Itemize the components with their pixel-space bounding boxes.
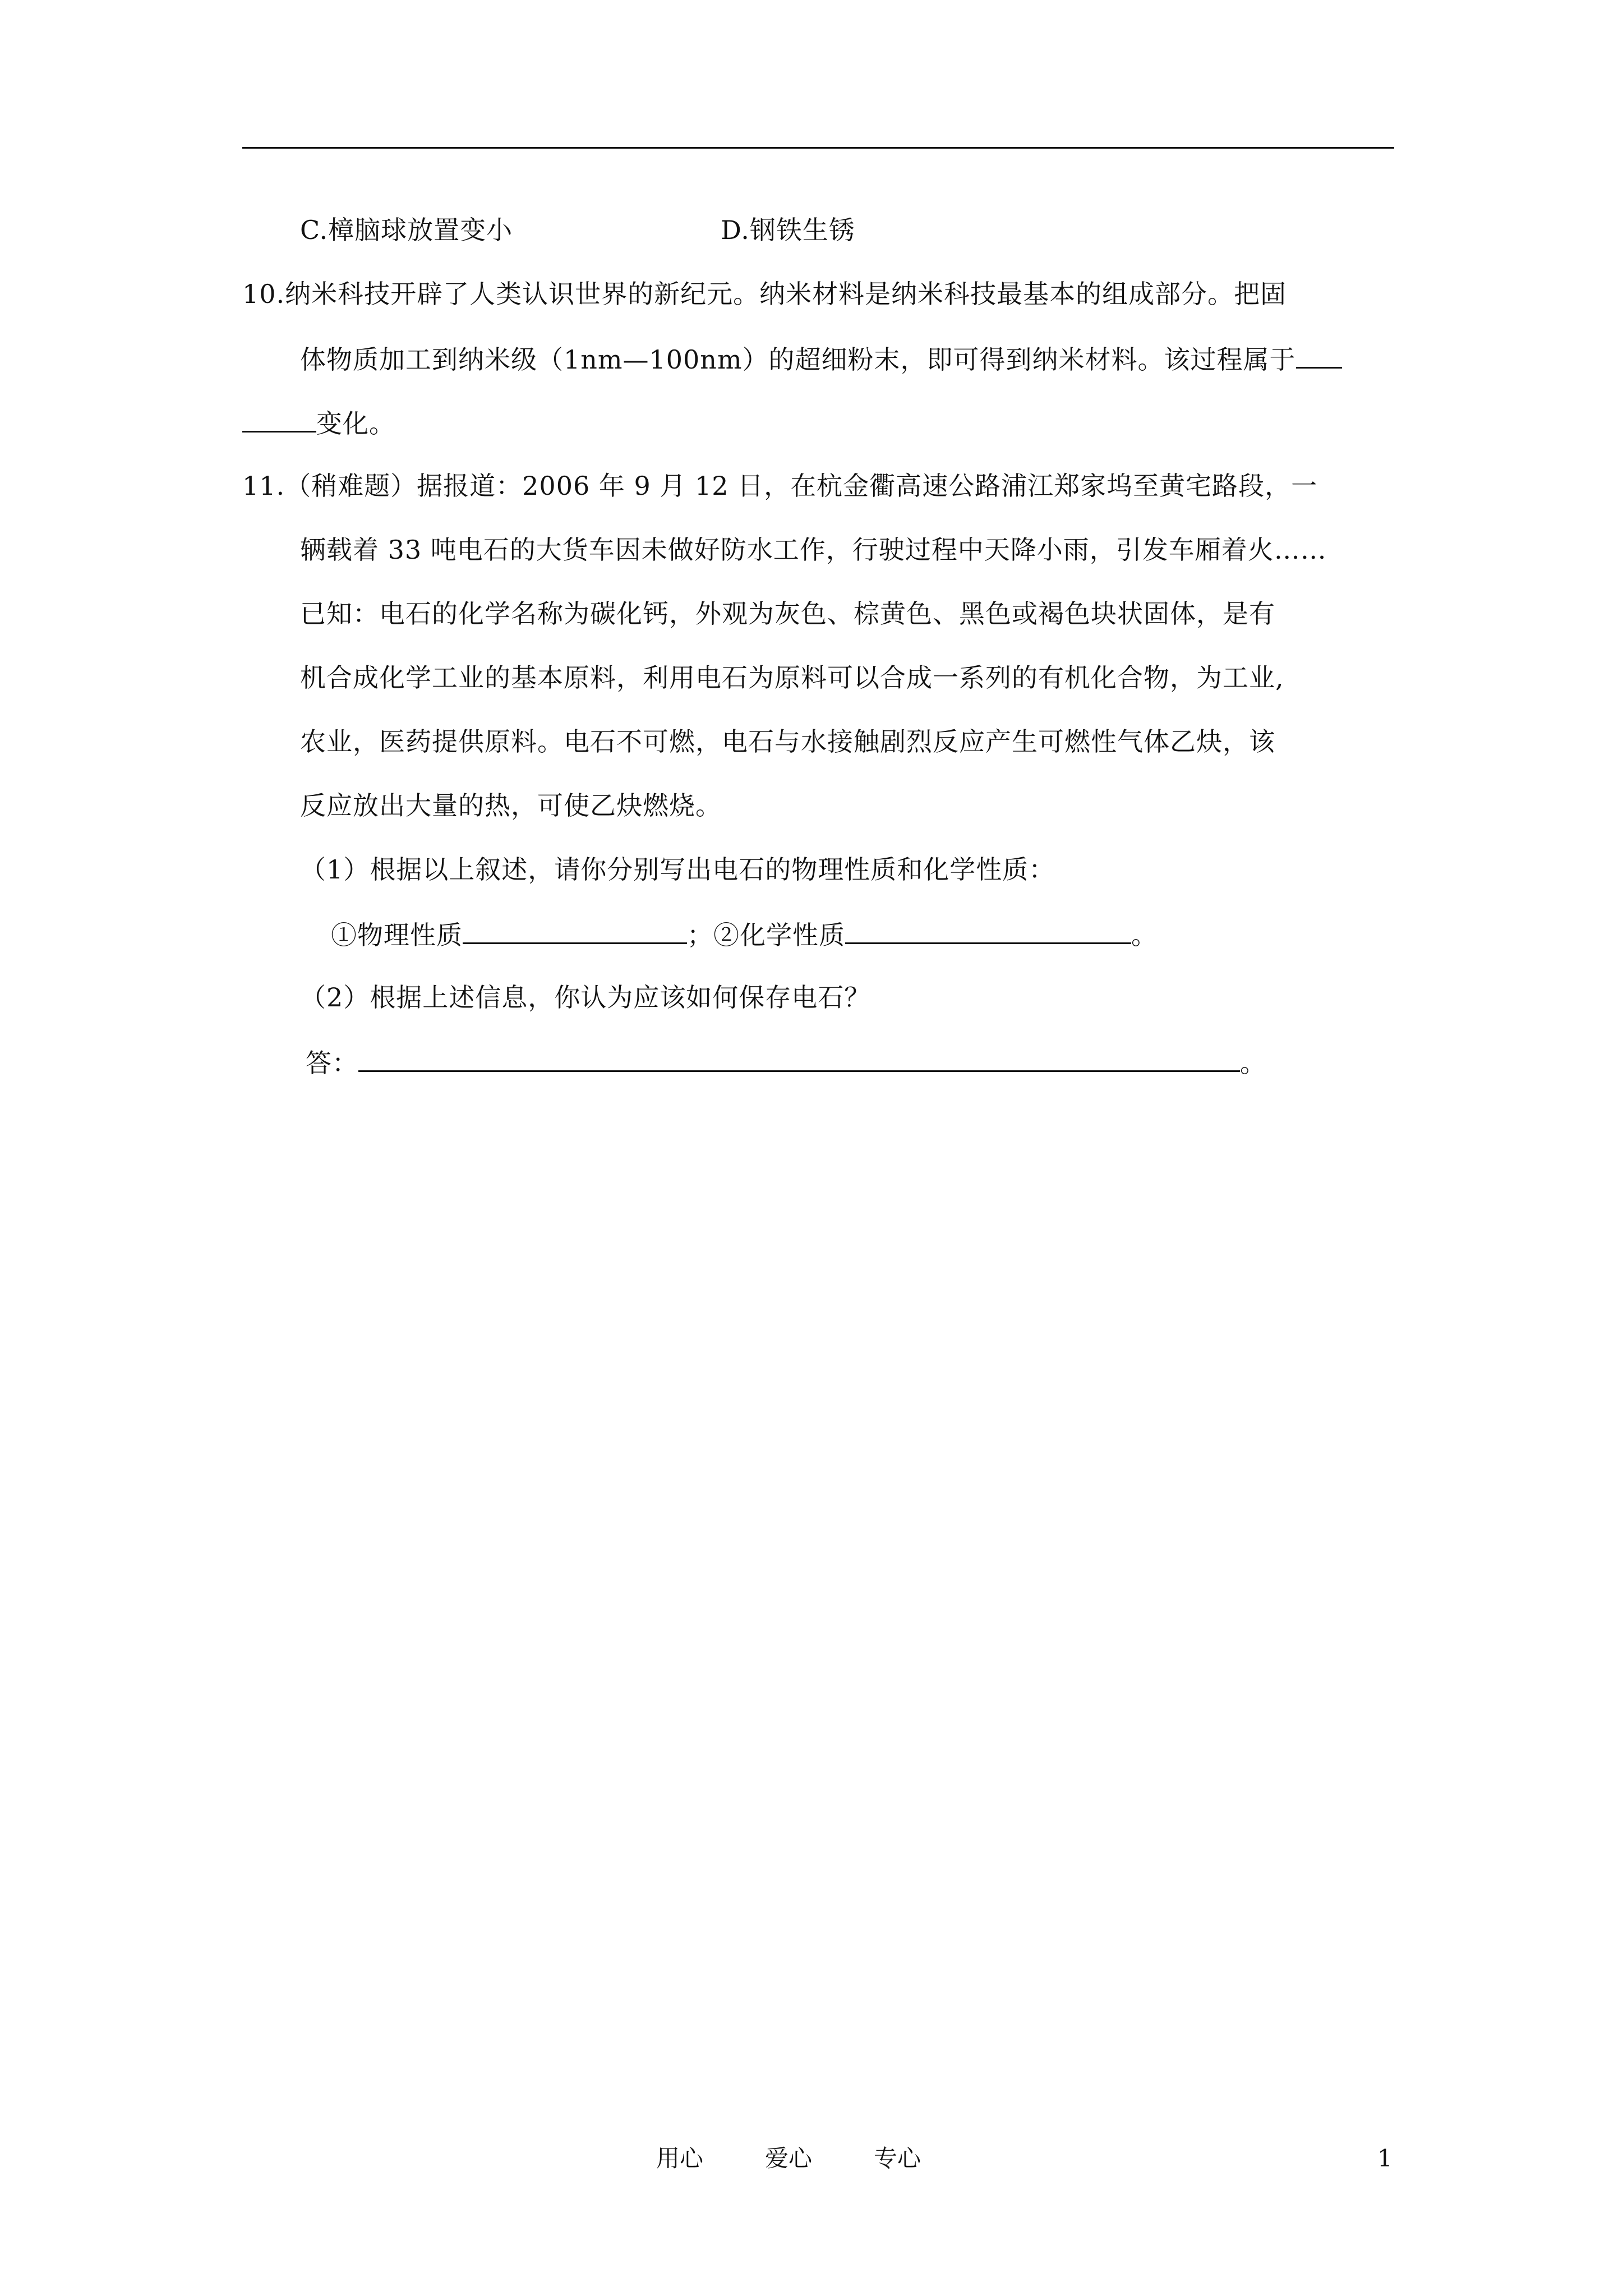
physical-property-blank[interactable]: [463, 917, 687, 944]
q11-line-2: 辆载着 33 吨电石的大货车因未做好防水工作，行驶过程中天降小雨，引发车厢着火……: [300, 535, 1327, 565]
q10-line-3: [242, 405, 395, 440]
footer-motto-2: 爱心: [765, 2145, 813, 2172]
footer-motto-3: 专心: [874, 2145, 921, 2172]
q11-line-3: 已知：电石的化学名称为碳化钙，外观为灰色、棕黄色、黑色或褐色块状固体，是有: [300, 599, 1275, 629]
q11-answer-row: [306, 1045, 1266, 1080]
q11-properties-row: [331, 917, 1158, 952]
property-separator: ；: [687, 920, 713, 950]
q11-line-5: 农业，医药提供原料。电石不可燃，电石与水接触剧烈反应产生可燃性气体乙炔，该: [300, 726, 1275, 757]
q10-line-3-text: 变化。: [316, 408, 395, 439]
answer-end-mark: 。: [1240, 1048, 1266, 1078]
answer-label: 答：: [306, 1048, 358, 1078]
option-d: D.钢铁生锈: [721, 215, 855, 245]
q11-subquestion-1: （1）根据以上叙述，请你分别写出电石的物理性质和化学性质：: [300, 854, 1055, 885]
footer-motto-1: 用心: [656, 2145, 704, 2172]
header-rule: [242, 147, 1394, 149]
q10-line-2: [300, 341, 1342, 376]
q11-line-6: 反应放出大量的热，可使乙炔燃烧。: [300, 790, 722, 821]
q10-blank-part-1[interactable]: [1296, 341, 1342, 369]
q10-line-1: 10.纳米科技开辟了人类认识世界的新纪元。纳米材料是纳米科技最基本的组成部分。把固: [242, 279, 1287, 309]
page-number: 1: [1377, 2145, 1393, 2172]
physical-property-label: ①物理性质: [331, 920, 463, 950]
q11-line-4: 机合成化学工业的基本原料，利用电石为原料可以合成一系列的有机化合物，为工业,: [300, 662, 1284, 693]
q11-subquestion-2: （2）根据上述信息，你认为应该如何保存电石？: [300, 982, 871, 1013]
chemical-property-blank[interactable]: [845, 917, 1131, 944]
q10-blank-part-2[interactable]: [242, 405, 316, 432]
properties-end-mark: 。: [1131, 920, 1158, 950]
chemical-property-label: ②化学性质: [713, 920, 845, 950]
footer-motto: [656, 2143, 921, 2174]
answer-blank[interactable]: [358, 1045, 1240, 1072]
option-c: C.樟脑球放置变小: [300, 215, 513, 245]
q11-line-1: 11.（稍难题）据报道：2006 年 9 月 12 日，在杭金衢高速公路浦江郑家坞至黄宅路段，一: [242, 471, 1318, 501]
q10-line-2-text: 体物质加工到纳米级（1nm—100nm）的超细粉末，即可得到纳米材料。该过程属于: [300, 344, 1296, 375]
